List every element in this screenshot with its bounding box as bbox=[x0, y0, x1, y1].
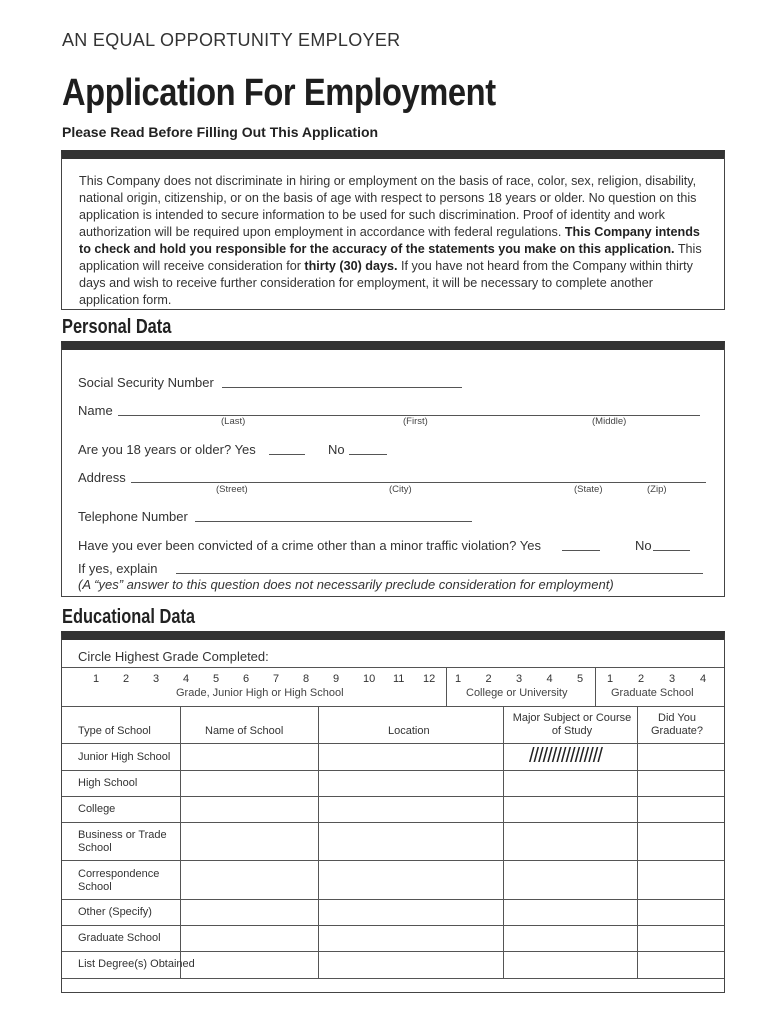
notice-bold-1: This Company intends to check and hold you responsible for the accuracy of the statements you make on this application. bbox=[79, 225, 700, 256]
grade-top-divider bbox=[62, 667, 724, 668]
name-first-hint: (First) bbox=[403, 416, 428, 427]
ssn-label: Social Security Number bbox=[78, 375, 214, 390]
row-junior-high: Junior High School bbox=[78, 751, 171, 763]
crime-yes-field[interactable] bbox=[562, 550, 600, 551]
col-did-you-graduate: Did You Graduate? bbox=[651, 712, 703, 737]
notice-text-1: This Company does not discriminate in hiring or employment on the basis of race, color, sex, religion, disability, national origin, citizenship, or on the basis of age with respect to persons 18 years or older. No question on this application is intended to secure information to be used for such discrimination. Proof of identity and work authorization will be required upon employment in accordance with federal regulations. bbox=[79, 174, 697, 239]
hs-grade-7[interactable]: 7 bbox=[273, 673, 280, 685]
ssn-field[interactable] bbox=[222, 387, 462, 388]
hs-grade-5[interactable]: 5 bbox=[213, 673, 220, 685]
personal-data-heading: Personal Data bbox=[62, 316, 172, 338]
crime-note: (A “yes” answer to this question does not necessarily preclude consideration for employment) bbox=[78, 577, 614, 592]
page-title: Application For Employment bbox=[62, 72, 496, 114]
eoe-header: AN EQUAL OPPORTUNITY EMPLOYER bbox=[62, 30, 401, 50]
age-question: Are you 18 years or older? Yes bbox=[78, 442, 256, 457]
name-label: Name bbox=[78, 403, 113, 418]
educational-data-heading: Educational Data bbox=[62, 606, 196, 628]
table-row-line bbox=[62, 860, 724, 861]
college-grade-4[interactable]: 4 bbox=[546, 673, 553, 685]
address-field[interactable] bbox=[131, 482, 706, 483]
hs-grade-9[interactable]: 9 bbox=[333, 673, 340, 685]
hs-grade-10[interactable]: 10 bbox=[363, 673, 376, 685]
explain-label: If yes, explain bbox=[78, 561, 158, 576]
table-row-line bbox=[62, 822, 724, 823]
table-row-line bbox=[62, 770, 724, 771]
circle-grade-label: Circle Highest Grade Completed: bbox=[78, 649, 269, 664]
table-top-border bbox=[62, 706, 724, 707]
notice-text-2: This application will receive consideration for bbox=[79, 242, 702, 273]
grad-grade-2[interactable]: 2 bbox=[638, 673, 645, 685]
age-yes-field[interactable] bbox=[269, 454, 305, 455]
table-row-line bbox=[62, 743, 724, 744]
col-location: Location bbox=[388, 725, 430, 737]
crime-question: Have you ever been convicted of a crime other than a minor traffic violation? Yes bbox=[78, 538, 541, 553]
col-name-of-school: Name of School bbox=[205, 725, 284, 737]
grade-divider-2 bbox=[595, 668, 596, 706]
name-last-hint: (Last) bbox=[221, 416, 246, 427]
table-col-line-2 bbox=[318, 706, 319, 978]
hs-grade-4[interactable]: 4 bbox=[183, 673, 190, 685]
college-grade-3[interactable]: 3 bbox=[516, 673, 523, 685]
hs-grade-6[interactable]: 6 bbox=[243, 673, 250, 685]
hs-grade-3[interactable]: 3 bbox=[153, 673, 160, 685]
page-subtitle: Please Read Before Filling Out This Application bbox=[62, 124, 379, 140]
college-grade-2[interactable]: 2 bbox=[485, 673, 492, 685]
phone-label: Telephone Number bbox=[78, 509, 188, 524]
label-college: College or University bbox=[466, 687, 568, 699]
grad-grade-3[interactable]: 3 bbox=[669, 673, 676, 685]
table-row-line bbox=[62, 951, 724, 952]
age-no-label: No bbox=[328, 442, 345, 457]
notice-bold-2: thirty (30) days. bbox=[304, 259, 398, 273]
crime-no-field[interactable] bbox=[653, 550, 690, 551]
notice-box bbox=[61, 150, 725, 310]
row-college: College bbox=[78, 803, 116, 815]
address-label: Address bbox=[78, 470, 126, 485]
table-col-line-3 bbox=[503, 706, 504, 978]
hs-grade-12[interactable]: 12 bbox=[423, 673, 436, 685]
table-row-line bbox=[62, 899, 724, 900]
college-grade-5[interactable]: 5 bbox=[577, 673, 584, 685]
crime-no-label: No bbox=[635, 538, 652, 553]
junior-high-major-na: //////////////// bbox=[529, 745, 602, 767]
phone-field[interactable] bbox=[195, 521, 472, 522]
age-no-field[interactable] bbox=[349, 454, 387, 455]
label-graduate: Graduate School bbox=[611, 687, 694, 699]
hs-grade-2[interactable]: 2 bbox=[123, 673, 130, 685]
name-middle-hint: (Middle) bbox=[592, 416, 627, 427]
notice-text-3: If you have not heard from the Company within thirty days and wish to receive further consideration for employment, it will be necessary to complete another application form. bbox=[79, 259, 693, 307]
col-major-subject: Major Subject or Course of Study bbox=[512, 712, 632, 737]
grade-divider-1 bbox=[446, 668, 447, 706]
table-col-line-1 bbox=[180, 706, 181, 978]
degrees-label: List Degree(s) Obtained bbox=[78, 958, 195, 970]
label-high-school: Grade, Junior High or High School bbox=[176, 687, 344, 699]
col-type-of-school: Type of School bbox=[78, 725, 151, 737]
hs-grade-11[interactable]: 11 bbox=[393, 673, 405, 685]
address-street-hint: (Street) bbox=[216, 484, 248, 495]
grad-grade-4[interactable]: 4 bbox=[700, 673, 707, 685]
hs-grade-8[interactable]: 8 bbox=[303, 673, 310, 685]
row-graduate-school: Graduate School bbox=[78, 932, 161, 944]
explain-field[interactable] bbox=[176, 573, 703, 574]
table-col-line-4 bbox=[637, 706, 638, 978]
row-other: Other (Specify) bbox=[78, 906, 152, 918]
address-zip-hint: (Zip) bbox=[647, 484, 667, 495]
address-city-hint: (City) bbox=[389, 484, 412, 495]
grad-grade-1[interactable]: 1 bbox=[607, 673, 614, 685]
educational-data-box bbox=[61, 631, 725, 993]
row-high-school: High School bbox=[78, 777, 138, 789]
table-row-line bbox=[62, 978, 724, 979]
hs-grade-1[interactable]: 1 bbox=[93, 673, 100, 685]
table-row-line bbox=[62, 925, 724, 926]
college-grade-1[interactable]: 1 bbox=[455, 673, 462, 685]
address-state-hint: (State) bbox=[574, 484, 603, 495]
table-row-line bbox=[62, 796, 724, 797]
row-correspondence: Correspondence School bbox=[78, 868, 160, 893]
row-business-trade: Business or Trade School bbox=[78, 829, 167, 854]
